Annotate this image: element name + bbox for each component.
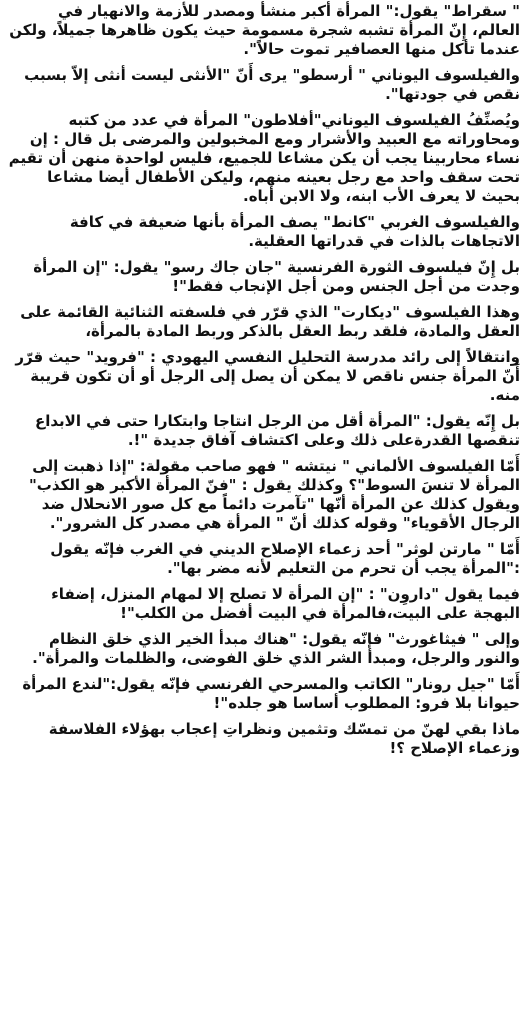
paragraph-nietzsche: أَمّا الفيلسوف الألماني " نيتشه " فهو صاحب مقولة: "إذا ذهبت إلى المرأة لا تنسَ السوط"؟ وكذلك يقول : "فنّ المرأة الأكبر هو الكذب" ويقول كذلك عن المرأة أنّها "تآمرت دائماً مع كل صور الانحلال ضد الرجال الأقوياء" وقوله كذلك أنّ " المرأة هي مصدر كل الشرور". bbox=[28, 457, 520, 532]
paragraph-plato: ويُصنِّفُ الفيلسوف اليوناني"أفلاطون" المرأة في عدد من كتبه ومحاوراته مع العبيد والأشرار ومع المخبولين والمرضى بل قال : إن نساء محاربينا يجب أن يكن مشاعا للجميع، فليس لواحدة منهن أن تقيم تحت سقف واحد مع رجل بعينه منهم، وليكن الأطفال أيضا مشاعا بحيث لا يعرف الأب ابنه، ولا الابن أباه. bbox=[8, 111, 520, 205]
paragraph-kant: والفيلسوف الغربي "كانط" يصف المرأة بأنها ضعيفة في كافة الاتجاهات بالذات في قدراتها العقلية. bbox=[69, 213, 520, 250]
paragraph-descartes: وهذا الفيلسوف "ديكارت" الذي قرّر في فلسفته الثنائية القائمة على العقل والمادة، فلقد ربط العقل بالذكر وربط المادة بالمرأة، bbox=[20, 303, 520, 340]
paragraph-freud-quote: بل إِنّه يقول: "المرأة أقل من الرجل انتاجا وابتكارا حتى في الابداع تنقصها القدرةعلى ذلك وعلى اكتشاف آفاق جديدة "!. bbox=[34, 412, 520, 449]
paragraph-rousseau: بل إِنّ فيلسوف الثورة الفرنسية "جان جاك رسو" يقول: "إن المرأة وجدت من أجل الجنس ومن أجل الإنجاب فقط"! bbox=[33, 258, 520, 295]
paragraph-luther: أَمّا " مارتن لوثر" أحد زعماء الإصلاح الديني في الغرب فإنّه يقول :"المرأة يجب أن تحرم من التعليم لأنه مضر بها". bbox=[50, 540, 520, 577]
paragraph-renard: أَمّا "جيل رونار" الكاتب والمسرحي الفرنسي فإنّه يقول:"لندع المرأة حيوانا بلا فرو: المطلوب أساسا هو جلده"! bbox=[22, 675, 520, 712]
paragraph-freud: وانتقالاً إلى رائد مدرسة التحليل النفسي اليهودي : "فرويد" حيث قرّر أَنّ المرأة جنس ناقص لا يمكن أن يصل إلى الرجل أو أن تكون قريبة منه. bbox=[15, 348, 520, 404]
paragraph-conclusion: ماذا بقي لهنّ من تمسّك وتثمين ونظراتِ إعجاب بهؤلاء الفلاسفة وزعماء الإصلاح ؟! bbox=[48, 720, 520, 757]
paragraph-aristotle: والفيلسوف اليوناني " أرسطو" يرى أَنّ "الأنثى ليست أنثى إلاّ بسبب نقص في جودتها". bbox=[24, 66, 520, 103]
paragraph-darwin: فيما يقول "داروِن" : "إن المرأة لا تصلح إلا لمهام المنزل، إضفاء البهجة على البيت،فالمرأة في البيت أفضل من الكلب"! bbox=[51, 585, 520, 622]
paragraph-socrates: " سقراط" يقول:" المرأة أكبر منشأ ومصدر للأزمة والانهيار في العالم، إِنّ المرأة تشبه شجرة مسمومة حيث يكون ظاهرها جميلاً، ولكن عندما تأكل منها العصافير تموت حالاً". bbox=[9, 2, 520, 58]
paragraph-pythagoras: وإلى " فيثاغورث" فإنّه يقول: "هناك مبدأ الخير الذي خلق النظام والنور والرجل، ومبدأ الشر الذي خلق الفوضى، والظلمات والمرأة". bbox=[32, 630, 520, 667]
